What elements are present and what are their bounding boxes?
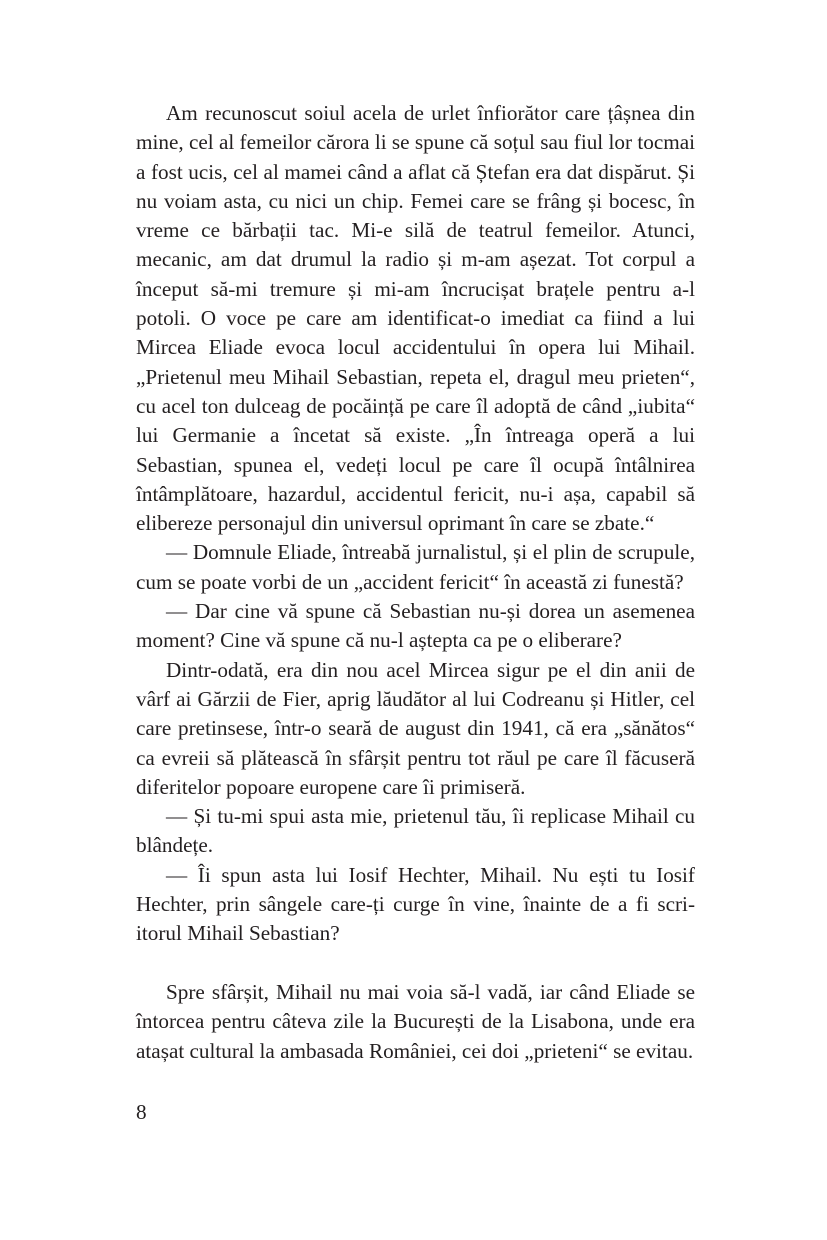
paragraph-dialogue-mihail: — Și tu-mi spui asta mie, prietenul tău, îi replicase Mihail cu blândețe. xyxy=(136,804,695,858)
page-number: 8 xyxy=(136,1100,147,1124)
paragraph-dialogue-hechter: — Îi spun asta lui Iosif Hechter, Mihail. Nu ești tu Iosif Hechter, prin sângele care-ți curge în vine, înainte de a fi scriitorul Mihail Sebastian? xyxy=(136,862,695,946)
paragraph-dialogue-eliade-reply: — Dar cine vă spune că Sebastian nu-și dorea un asemenea moment? Cine vă spune că nu-l aștepta ca pe o eliberare? xyxy=(136,599,695,653)
paragraph-narrative-ending: Spre sfârșit, Mihail nu mai voia să-l vadă, iar când Eliade se întorcea pentru câteva zile la București de la Lisabona, unde era atașat cultural la ambasada României, cei doi „prieteni“ se evitau. xyxy=(136,979,695,1063)
paragraph-dialogue-journalist: — Domnule Eliade, întreabă jurnalistul, și el plin de scrupule, cum se poate vorbi de un „accident fericit“ în această zi funestă? xyxy=(136,540,695,594)
section-break xyxy=(136,949,695,978)
paragraph-narrative-iron-guard: Dintr-odată, era din nou acel Mircea sigur pe el din anii de vârf ai Gărzii de Fier, aprig lăudător al lui Codreanu și Hitler, cel care pretinsese, într-o seară de august din 1941, că era „sănătos“ ca evreii să plătească în sfârșit pentru tot răul pe care îl făcuseră diferitelor popoare europene care îi primiseră. xyxy=(136,657,695,799)
page-body xyxy=(136,99,695,1066)
paragraph-narrative-radio: Am recunoscut soiul acela de urlet înfiorător care țâșnea din mine, cel al femeilor cărora li se spune că soțul sau fiul lor tocmai a fost ucis, cel al mamei când a aflat că Ștefan era dat dispărut. Și nu voiam asta, cu nici un chip. Femei care se frâng și bocesc, în vreme ce bărbații tac. Mi-e silă de teatrul femeilor. Atunci, mecanic, am dat drumul la radio și m-am așezat. Tot corpul a început să-mi tremure și mi-am încrucișat brațele pentru a-l potoli. O voce pe care am identificat-o imediat ca fiind a lui Mircea Eliade evoca locul accidentului în opera lui Mihail. „Prietenul meu Mihail Sebastian, repeta el, dragul meu prieten“, cu acel ton dulceag de pocăință pe care îl adoptă de când „iubita“ lui Germanie a încetat să existe. „În întreaga operă a lui Sebastian, spunea el, vedeți locul pe care îl ocupă întâlnirea întâmplătoare, hazardul, accidentul fericit, nu-i așa, capabil să elibereze personajul din universul oprimant în care se zbate.“ xyxy=(136,101,695,536)
